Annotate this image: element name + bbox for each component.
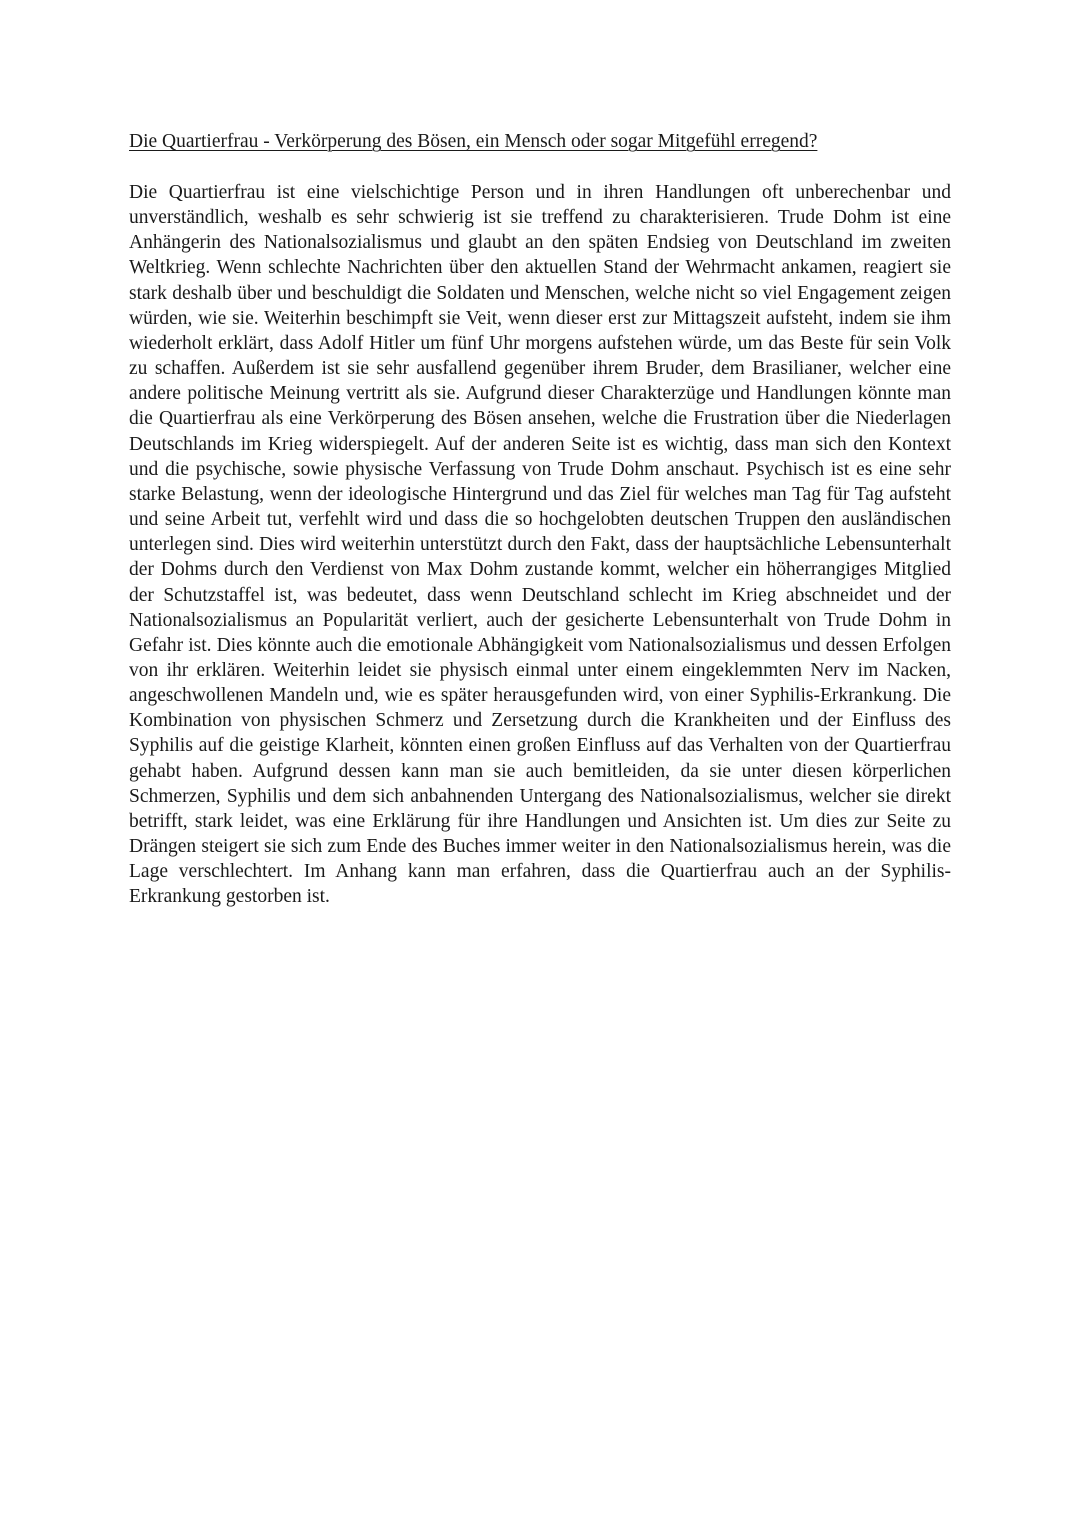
- document-body-paragraph: Die Quartierfrau ist eine vielschichtige Person und in ihren Handlungen oft unberechenbar und unverständlich, weshalb es sehr schwierig ist sie treffend zu charakterisieren. Trude Dohm ist eine Anhängerin des Nationalsozialismus und glaubt an den späten Endsieg von Deutschland im zweiten Weltkrieg. Wenn schlechte Nachrichten über den aktuellen Stand der Wehrmacht ankamen, reagiert sie stark deshalb über und beschuldigt die Soldaten und Menschen, welche nicht so viel Engagement zeigen würden, wie sie. Weiterhin beschimpft sie Veit, wenn dieser erst zur Mittagszeit aufsteht, indem sie ihm wiederholt erklärt, dass Adolf Hitler um fünf Uhr morgens aufstehen würde, um das Beste für sein Volk zu schaffen. Außerdem ist sie sehr ausfallend gegenüber ihrem Bruder, dem Brasilianer, welcher eine andere politische Meinung vertritt als sie. Aufgrund dieser Charakterzüge und Handlungen könnte man die Quartierfrau als eine Verkörperung des Bösen ansehen, welche die Frustration über die Niederlagen Deutschlands im Krieg widerspiegelt. Auf der anderen Seite ist es wichtig, dass man sich den Kontext und die psychische, sowie physische Verfassung von Trude Dohm anschaut. Psychisch ist es eine sehr starke Belastung, wenn der ideologische Hintergrund und das Ziel für welches man Tag für Tag aufsteht und seine Arbeit tut, verfehlt wird und dass die so hochgelobten deutschen Truppen den ausländischen unterlegen sind. Dies wird weiterhin unterstützt durch den Fakt, dass der hauptsächliche Lebensunterhalt der Dohms durch den Verdienst von Max Dohm zustande kommt, welcher ein höherrangiges Mitglied der Schutzstaffel ist, was bedeutet, dass wenn Deutschland schlecht im Krieg abschneidet und der Nationalsozialismus an Popularität verliert, auch der gesicherte Lebensunterhalt von Trude Dohm in Gefahr ist. Dies könnte auch die emotionale Abhängigkeit vom Nationalsozialismus und dessen Erfolgen von ihr erklären. Weiterhin leidet sie physisch einmal unter einem eingeklemmten Nerv im Nacken, angeschwollenen Mandeln und, wie es später herausgefunden wird, von einer Syphilis-Erkrankung. Die Kombination von physischen Schmerz und Zersetzung durch die Krankheiten und der Einfluss des Syphilis auf die geistige Klarheit, könnten einen großen Einfluss auf das Verhalten von der Quartierfrau gehabt haben. Aufgrund dessen kann man sie auch bemitleiden, da sie unter diesen körperlichen Schmerzen, Syphilis und dem sich anbahnenden Untergang des Nationalsozialismus, welcher sie direkt betrifft, stark leidet, was eine Erklärung für ihre Handlungen und Ansichten ist. Um dies zur Seite zu Drängen steigert sie sich zum Ende des Buches immer weiter in den Nationalsozialismus herein, was die Lage verschlechtert. Im Anhang kann man erfahren, dass die Quartierfrau auch an der Syphilis-Erkrankung gestorben ist.: [129, 182, 951, 908]
- document-title: Die Quartierfrau - Verkörperung des Bösen, ein Mensch oder sogar Mitgefühl erregend?: [129, 131, 818, 152]
